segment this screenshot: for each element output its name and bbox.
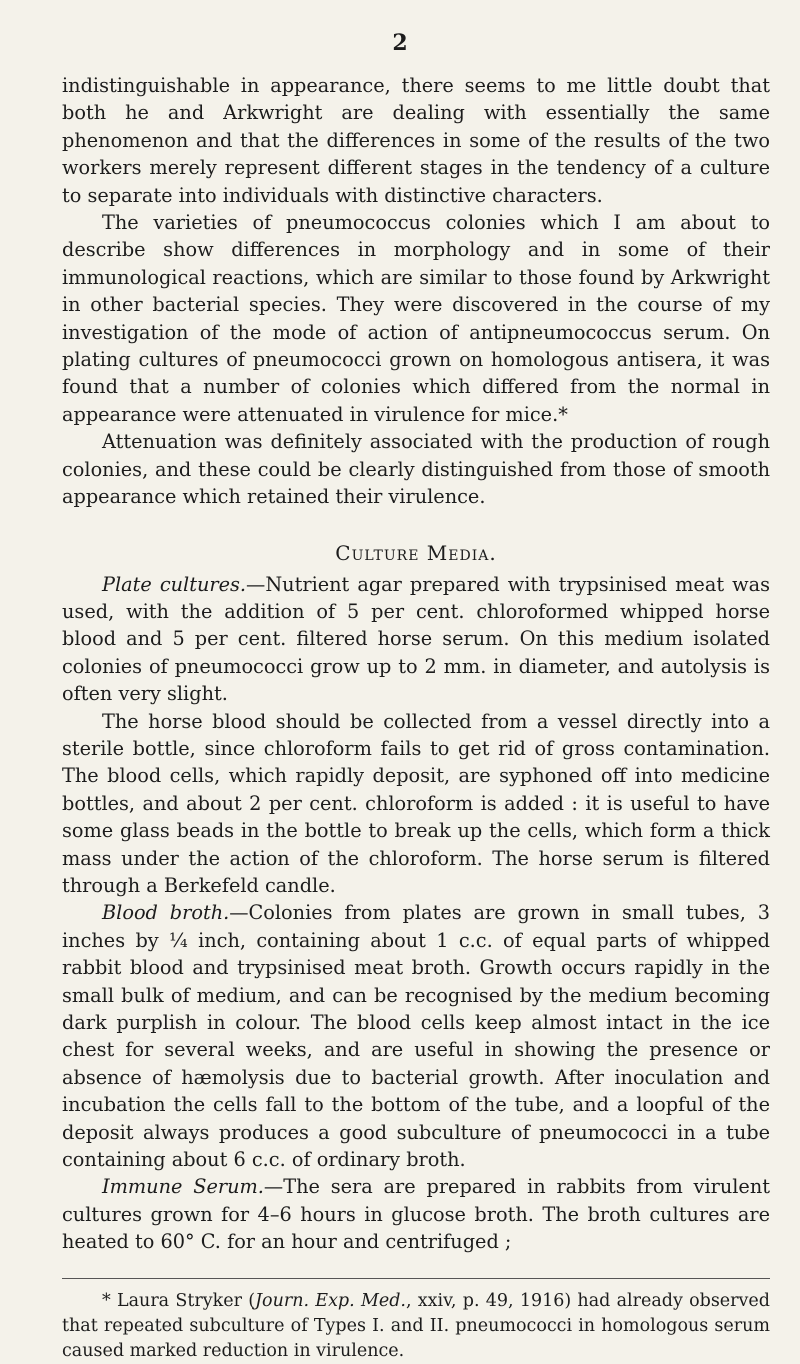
blood-broth-paragraph [62,899,770,1173]
immune-serum-text: —The sera are prepared in rabbits from virulent cultures grown for 4–6 hours in glucose broth. The broth cultures are heated to 60° C. for an hour and centrifuged ; [62,1175,770,1254]
plate-cultures-text: —Nutrient agar prepared with trypsinised meat was used, with the addition of 5 per cent. chloroformed whipped horse blood and 5 per cent. filtered horse serum. On this medium isolated colonies of pneumococci grow up to 2 mm. in diameter, and autolysis is often very slight. [62,572,770,706]
section-heading: Culture Media. [335,540,497,565]
intro-paragraph-3: Attenuation was definitely associated with the production of rough colonies, and these could be clearly distinguished from those of smooth appearance which retained their virulence. [62,430,770,509]
footnote-journal: Journ. Exp. Med. [255,1290,406,1311]
footnote-after: , xxiv, p. 49, 1916) had already observed that repeated subculture of Types I. and II. pneumococci in homologous serum caused marked reduction in virulence. [62,1290,770,1361]
footnote-divider [62,1278,770,1279]
blood-broth-lead: Blood broth. [102,901,230,925]
intro-paragraph-1: indistinguishable in appearance, there seems to me little doubt that both he and Arkwright are dealing with essentially the same phenomenon and that the differences in some of the results of the two workers merely represent different stages in the tendency of a culture to separate into individuals with distinctive characters. [62,74,770,207]
page-number: 2 [392,30,408,56]
blood-broth-text: —Colonies from plates are grown in small tubes, 3 inches by ¼ inch, containing about 1 c.c. of equal parts of whipped rabbit blood and trypsinised meat broth. Growth occurs rapidly in the small bulk of medium, and can be recognised by the medium becoming dark purplish in colour. The blood cells keep almost intact in the ice chest for several weeks, and are useful in showing the presence or absence of hæmolysis due to bacterial growth. After inoculation and incubation the cells fall to the bottom of the tube, and a loopful of the deposit always produces a good subculture of pneumococci in a tube containing about 6 c.c. of ordinary broth. [62,901,770,1172]
immune-serum-paragraph [62,1173,770,1255]
horse-blood-paragraph: The horse blood should be collected from a vessel directly into a sterile bottle, since chloroform fails to get rid of gross contamination. The blood cells, which rapidly deposit, are syphoned off into medicine bottles, and about 2 per cent. chloroform is added : it is useful to have some glass beads in the bottle to break up the cells, which form a thick mass under the action of the chloroform. The horse serum is filtered through a Berkefeld candle. [62,709,770,897]
plate-cultures-paragraph [62,571,770,708]
footnote-before: * Laura Stryker ( [102,1290,256,1311]
plate-cultures-lead: Plate cultures. [102,572,247,596]
intro-paragraph-2: The varieties of pneumococcus colonies which I am about to describe show differences in morphology and in some of their immunological reactions, which are similar to those found by Arkwright in other bacterial species. They were discovered in the course of my investigation of the mode of action of antipneumococcus serum. On plating cultures of pneumococci grown on homologous antisera, it was found that a number of colonies which differed from the normal in appearance were attenuated in virulence for mice.* [62,211,770,426]
footnote [62,1289,770,1364]
immune-serum-lead: Immune Serum. [102,1175,264,1199]
